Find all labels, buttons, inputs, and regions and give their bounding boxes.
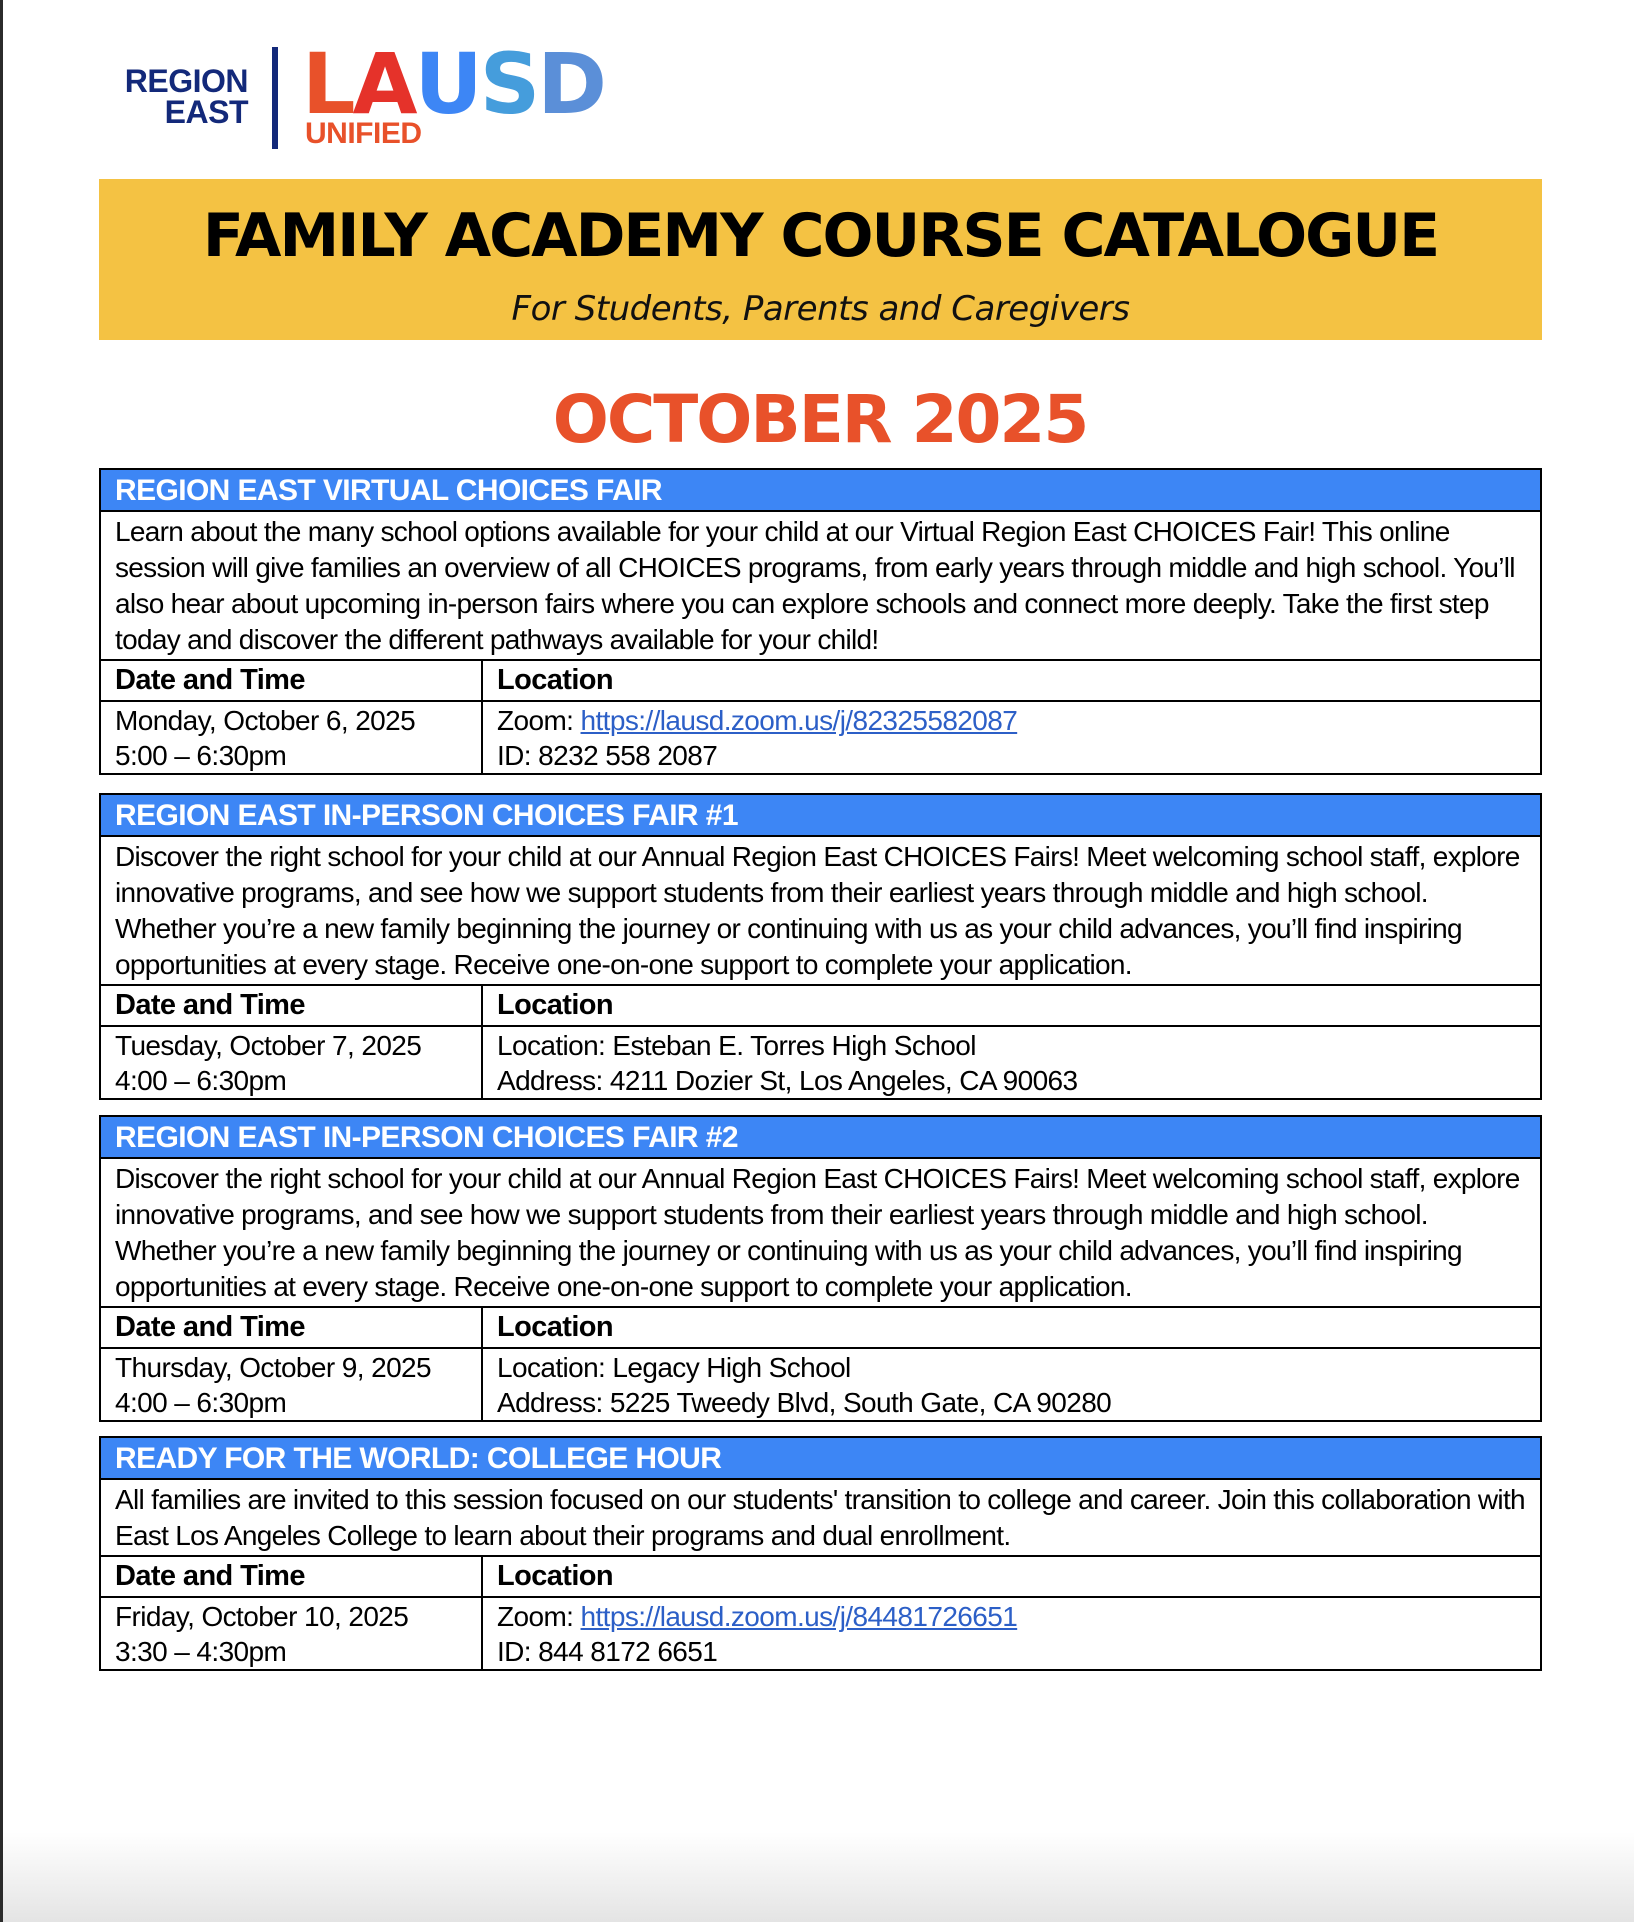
date-time-label: Date and Time	[101, 986, 483, 1025]
event-date-time	[101, 1598, 483, 1669]
event-location	[483, 1598, 1540, 1669]
location-label: Location	[497, 664, 614, 696]
event-title: READY FOR THE WORLD: COLLEGE HOUR	[101, 1438, 1540, 1480]
event-date: Friday, October 10, 2025	[115, 1601, 409, 1632]
event-time: 4:00 – 6:30pm	[115, 1387, 287, 1418]
event-description: Discover the right school for your child at our Annual Region East CHOICES Fairs! Meet welcoming school staff, explore innovative programs, and see how we support students from their earliest years through middle and high school. Whether you’re a new family beginning the journey or continuing with us as your child advances, you’ll find inspiring opportunities at every stage. Receive one-on-one support to complete your application.	[101, 1159, 1540, 1308]
date-time-label: Date and Time	[101, 1557, 483, 1596]
event-time: 4:00 – 6:30pm	[115, 1065, 287, 1096]
location-address: Address: 5225 Tweedy Blvd, South Gate, CA 90280	[497, 1387, 1112, 1418]
date-time-label: Date and Time	[101, 661, 483, 700]
event-date: Thursday, October 9, 2025	[115, 1352, 431, 1383]
region-east-lausd-logo	[112, 35, 652, 152]
event-table-in-person-fair-2	[99, 1115, 1542, 1422]
event-description: All families are invited to this session focused on our students' transition to college and career. Join this collaboration with East Los Angeles College to learn about their programs and dual enrollment.	[101, 1480, 1540, 1557]
event-location	[483, 702, 1540, 773]
logo-divider	[272, 47, 278, 149]
month-heading: OCTOBER 2025	[552, 381, 1088, 458]
event-time: 3:30 – 4:30pm	[115, 1636, 287, 1667]
location-label: Location	[497, 989, 614, 1021]
logo-east-text: EAST	[164, 94, 248, 130]
event-table-virtual-choices-fair	[99, 468, 1542, 775]
page-bottom-shadow	[3, 1832, 1634, 1922]
zoom-meeting-id: ID: 8232 558 2087	[497, 740, 718, 771]
location-name: Location: Esteban E. Torres High School	[497, 1030, 976, 1061]
event-label-row	[101, 661, 1540, 702]
logo-letter-a: A	[352, 35, 415, 133]
zoom-prefix: Zoom:	[497, 705, 581, 736]
zoom-prefix: Zoom:	[497, 1601, 581, 1632]
event-time: 5:00 – 6:30pm	[115, 740, 287, 771]
logo-region-text: REGION	[124, 63, 248, 99]
logo-unified-text: UNIFIED	[305, 117, 422, 150]
logo-region-east	[112, 63, 248, 130]
event-label-row	[101, 986, 1540, 1027]
zoom-line	[497, 1599, 1526, 1634]
logo-letter-d: D	[537, 35, 604, 133]
logo-letter-u: U	[414, 35, 480, 133]
event-detail-row	[101, 702, 1540, 773]
location-label: Location	[497, 1311, 614, 1343]
event-detail-row	[101, 1349, 1540, 1420]
event-date: Monday, October 6, 2025	[115, 705, 416, 736]
event-title: REGION EAST IN-PERSON CHOICES FAIR #1	[101, 795, 1540, 837]
event-detail-row	[101, 1027, 1540, 1098]
event-location	[483, 1349, 1540, 1420]
logo-letter-s: S	[479, 35, 538, 133]
event-date-time	[101, 1027, 483, 1098]
event-date-time	[101, 1349, 483, 1420]
event-description: Discover the right school for your child at our Annual Region East CHOICES Fairs! Meet welcoming school staff, explore innovative programs, and see how we support students from their earliest years through middle and high school. Whether you’re a new family beginning the journey or continuing with us as your child advances, you’ll find inspiring opportunities at every stage. Receive one-on-one support to complete your application.	[101, 837, 1540, 986]
zoom-link[interactable]: https://lausd.zoom.us/j/82325582087	[580, 705, 1018, 736]
page-left-edge	[0, 0, 3, 1922]
zoom-meeting-id: ID: 844 8172 6651	[497, 1636, 718, 1667]
event-label-row	[101, 1308, 1540, 1349]
page-subtitle: For Students, Parents and Caregivers	[511, 289, 1130, 329]
zoom-line	[497, 703, 1526, 738]
event-label-row	[101, 1557, 1540, 1598]
logo-lausd-wordmark	[302, 35, 604, 133]
event-date: Tuesday, October 7, 2025	[115, 1030, 422, 1061]
event-description: Learn about the many school options available for your child at our Virtual Region East CHOICES Fair! This online session will give families an overview of all CHOICES programs, from early years through middle and high school. You’ll also hear about upcoming in-person fairs where you can explore schools and connect more deeply. Take the first step today and discover the different pathways available for your child!	[101, 512, 1540, 661]
event-table-in-person-fair-1	[99, 793, 1542, 1100]
event-title: REGION EAST IN-PERSON CHOICES FAIR #2	[101, 1117, 1540, 1159]
event-title: REGION EAST VIRTUAL CHOICES FAIR	[101, 470, 1540, 512]
event-table-college-hour	[99, 1436, 1542, 1671]
zoom-link[interactable]: https://lausd.zoom.us/j/84481726651	[580, 1601, 1018, 1632]
page-title: FAMILY ACADEMY COURSE CATALOGUE	[202, 201, 1439, 271]
location-address: Address: 4211 Dozier St, Los Angeles, CA 90063	[497, 1065, 1078, 1096]
date-time-label: Date and Time	[101, 1308, 483, 1347]
event-date-time	[101, 702, 483, 773]
location-name: Location: Legacy High School	[497, 1352, 851, 1383]
logo-letter-l: L	[302, 35, 353, 133]
event-location	[483, 1027, 1540, 1098]
location-label: Location	[497, 1560, 614, 1592]
catalogue-banner	[99, 179, 1542, 340]
event-detail-row	[101, 1598, 1540, 1669]
